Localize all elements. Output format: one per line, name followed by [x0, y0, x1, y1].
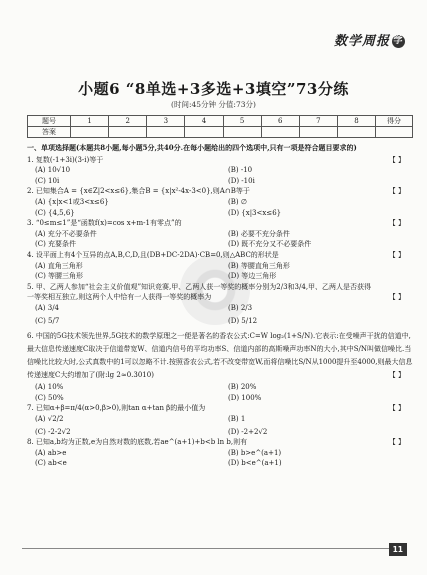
option-c: (C) -2-2√2: [35, 427, 71, 436]
answer-bracket: 【 】: [388, 404, 405, 413]
option-a: (A) 充分不必要条件: [35, 229, 97, 238]
options-row: [27, 208, 413, 219]
answer-cell: [71, 127, 109, 138]
answer-col-3: 3: [147, 116, 185, 127]
answer-bracket: 【 】: [388, 187, 405, 196]
answer-bracket: 【 】: [388, 438, 405, 447]
brand-text: 数学周报: [333, 34, 390, 49]
option-d: (D) 既不充分又不必要条件: [228, 240, 312, 249]
options-row: [27, 261, 413, 272]
question-5: [27, 282, 413, 293]
score-cell: [376, 127, 413, 138]
answer-col-7: 7: [299, 116, 337, 127]
question-7: [27, 403, 413, 414]
option-d: (D) {x|3<x≤6}: [228, 208, 282, 217]
option-c: (C) {4,5,6}: [35, 208, 75, 217]
answer-col-2: 2: [109, 116, 147, 127]
option-b: (B) 等腰直角三角形: [228, 261, 290, 270]
question-4: [27, 250, 413, 261]
answer-bracket: 【 】: [388, 219, 405, 228]
answer-col-6: 6: [261, 116, 299, 127]
options-row: [27, 316, 413, 330]
option-a: (A) 10√10: [35, 166, 71, 175]
option-b: (B) 2/3: [228, 303, 253, 312]
question-8: [27, 437, 413, 448]
option-d: (D) -10i: [228, 176, 255, 185]
option-d: (D) 100%: [228, 393, 262, 402]
question-3: [27, 218, 413, 229]
answer-bracket: 【 】: [388, 370, 405, 379]
answer-cell: [337, 127, 375, 138]
options-row: [27, 393, 413, 404]
options-row: [27, 197, 413, 208]
option-c: (C) ab<e: [35, 459, 67, 468]
option-b: (B) ∅: [228, 197, 247, 206]
option-b: (B) b>e^(a+1): [228, 448, 282, 457]
option-a: (A) √2/2: [35, 414, 64, 423]
question-2: [27, 186, 413, 197]
brand: [334, 30, 405, 49]
answer-bracket: 【 】: [388, 155, 405, 164]
option-a: (A) {x|x<1或3<x≤6}: [35, 197, 109, 206]
option-a: (A) 直角三角形: [35, 261, 83, 270]
option-c: (C) 充要条件: [35, 240, 77, 249]
options-row: [27, 448, 413, 459]
option-d: (D) -2+2√2: [228, 427, 268, 436]
logo-icon: 学: [393, 36, 404, 46]
answer-bracket: 【 】: [388, 293, 405, 302]
question-stem: 8. 已知a,b均为正数,e为自然对数的底数,若ae^(a+1)+b<b ln b,则有: [27, 438, 248, 447]
question-stem: 5. 甲、乙两人参加“社会主义价值观”知识竞赛,甲、乙两人获一等奖的概率分别为2/3和3/4,甲、乙两人是否获得: [27, 282, 372, 291]
answer-bracket: 【 】: [388, 250, 405, 259]
page-number: 11: [389, 543, 407, 556]
options-row: [27, 382, 413, 393]
row-label-number: 题号: [28, 116, 71, 127]
options-row: [27, 165, 413, 176]
option-d: (D) 等边三角形: [228, 272, 277, 281]
answer-cell: [185, 127, 223, 138]
page-title: 小题6 “8单选+3多选+3填空”73分练: [78, 80, 349, 98]
section-heading: 一、单项选择题(本题共8小题,每小题5分,共40分.在每小题给出的四个选项中,只有一项是符合题目要求的): [27, 143, 357, 152]
options-row: [27, 427, 413, 438]
question-stem: 1. 复数(-1+3i)(3-i)等于: [27, 155, 104, 164]
answer-table: [27, 115, 413, 138]
answer-cell: [147, 127, 185, 138]
options-row: [27, 271, 413, 282]
option-d: (D) b<e^(a+1): [228, 459, 282, 468]
option-d: (D) 5/12: [228, 316, 258, 325]
answer-cell: [223, 127, 261, 138]
footer-rule: [22, 548, 405, 549]
options-row: [27, 414, 413, 427]
question-stem: 6. 中国的5G技术领先世界,5G技术的数学原理之一便是著名的香农公式:C=W log₂(1+S/N).它表示:在受噪声干扰的信道中,最大信息传递速度C取决于信道带宽W、信道内信号的平均功率S、信道内部的高斯噪声功率N的大小,其中S/N叫做信噪比.当信噪比比较大时,公式真数中的1可以忽略不计.按照香农公式,若不改变带宽W,而将信噪比S/N从1000提升至4000,则最大信息传递速度C大约增加了(附:lg 2≈0.3010): [27, 331, 413, 379]
question-5-cont: [27, 292, 413, 303]
option-a: (A) 3/4: [35, 303, 60, 312]
options-row: [27, 303, 413, 316]
score-label: 得分: [376, 116, 413, 127]
option-b: (B) 20%: [228, 382, 257, 391]
answer-cell: [261, 127, 299, 138]
answer-col-5: 5: [223, 116, 261, 127]
questions: [27, 143, 413, 469]
answer-cell: [109, 127, 147, 138]
option-b: (B) 必要不充分条件: [228, 229, 290, 238]
options-row: [27, 458, 413, 469]
answer-col-4: 4: [185, 116, 223, 127]
row-label-answer: 答案: [28, 127, 71, 138]
page-subtitle: (时间:45分钟 分值:73分): [171, 100, 256, 109]
options-row: [27, 229, 413, 240]
question-stem: 2. 已知集合A = {x∈Z|2<x≤6},集合B = {x|x²-4x-3<0},则A∩B等于: [27, 187, 250, 196]
options-row: [27, 176, 413, 187]
option-b: (B) -10: [228, 166, 253, 175]
option-c: (C) 50%: [35, 393, 64, 402]
option-c: (C) 10i: [35, 176, 60, 185]
option-a: (A) ab>e: [35, 448, 67, 457]
options-row: [27, 239, 413, 250]
question-1: [27, 155, 413, 166]
question-stem: 7. 已知α+β=π/4(α>0,β>0),则tan α+tan β的最小值为: [27, 404, 206, 413]
option-a: (A) 10%: [35, 382, 64, 391]
option-c: (C) 5/7: [35, 316, 60, 325]
question-stem-cont: 一等奖相互独立,则这两个人中恰有一人获得一等奖的概率为: [27, 293, 212, 302]
question-stem: 3. “0≤m≤1”是“函数f(x)=cos x+m-1有零点”的: [27, 219, 182, 228]
question-stem: 4. 设平面上有4个互异的点A,B,C,D,且(DB+DC-2DA)·CB=0,则△ABC的形状是: [27, 250, 279, 259]
option-c: (C) 等腰三角形: [35, 272, 84, 281]
answer-col-1: 1: [71, 116, 109, 127]
answer-col-8: 8: [337, 116, 375, 127]
option-b: (B) 1: [228, 414, 246, 423]
question-6: [27, 330, 413, 382]
answer-cell: [299, 127, 337, 138]
